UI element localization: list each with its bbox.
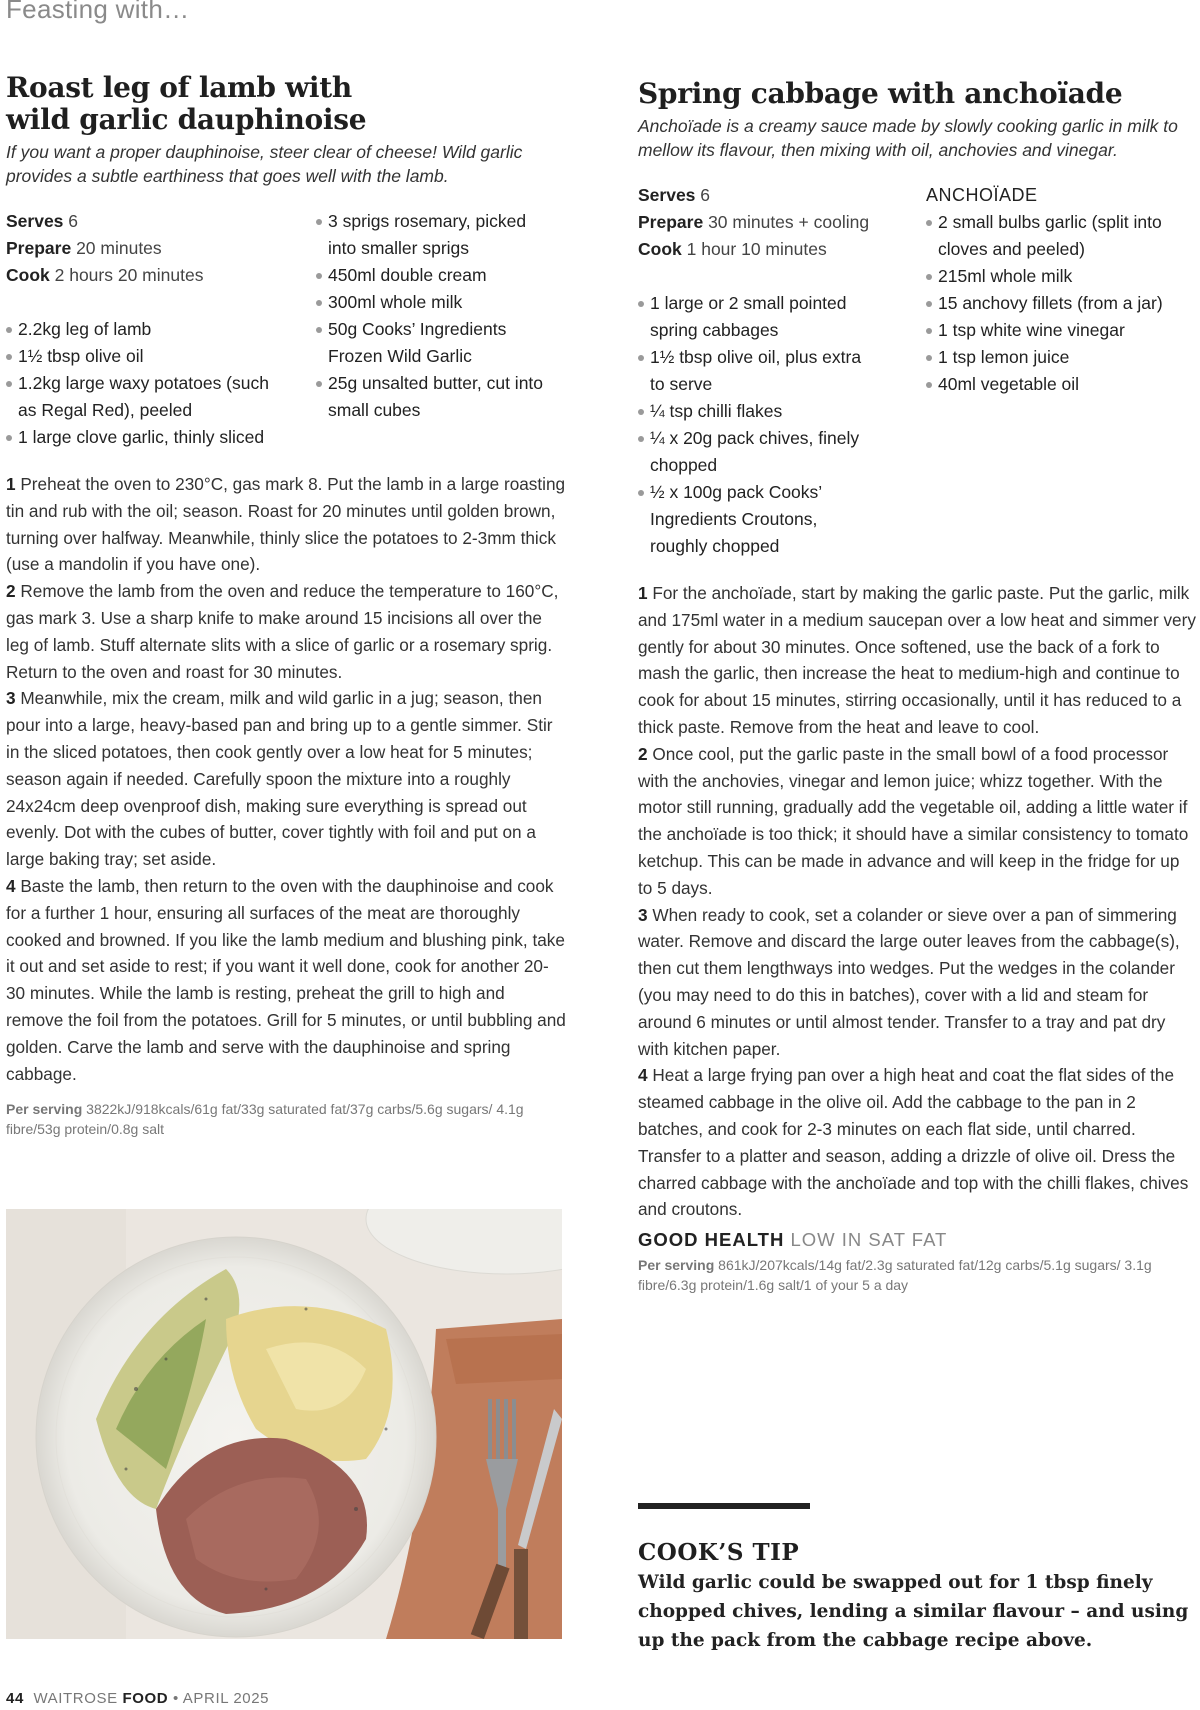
nutrition-text: 861kJ/207kcals/14g fat/2.3g saturated fat/12g carbs/5.1g sugars/ 3.1g fibre/6.3g protein/1.6g salt/1 of your 5 a day [638,1257,1152,1294]
serves-label: Serves [6,211,64,231]
recipe-photo [6,1209,562,1639]
ingredient: 40ml vegetable oil [926,371,1198,398]
step-text: Remove the lamb from the oven and reduce the temperature to 160°C, gas mark 3. Use a sharp knife to make around 15 incisions all over the leg of lamb. Stuff alternate slits with a slice of garlic or a rosemary sprig. Return to the oven and roast for 30 minutes. [6,581,559,682]
prepare-value: 30 minutes + cooling [708,212,870,232]
cook-label: Cook [638,239,682,259]
nutrition-info [6,1099,566,1139]
prepare-time [6,235,316,262]
step-number: 4 [6,875,16,896]
nutrition-info [638,1255,1198,1295]
recipe-spring-cabbage [638,72,1198,1295]
serves [6,208,316,235]
prepare-label: Prepare [6,238,72,258]
ingredient: 1.2kg large waxy potatoes (such as Regal Red), peeled [6,370,278,424]
step-text: Once cool, put the garlic paste in the small bowl of a food processor with the anchovies, vinegar and lemon juice; whizz together. With the motor still running, gradually add the vegetable oil, adding a little water if the anchoïade is too thick; it should have a similar consistency to tomato ketchup. This can be made in advance and will keep in the fridge for up to 5 days. [638,743,1189,898]
cooks-tip [638,1503,1198,1655]
step-number: 3 [6,688,16,709]
ingredient-list [638,290,878,560]
ingredient: 1 large clove garlic, thinly sliced [6,424,316,451]
ingredient: 15 anchovy fillets (from a jar) [926,290,1198,317]
step-text: Baste the lamb, then return to the oven with the dauphinoise and cook for a further 1 hour, ensuring all surfaces of the meat are thoroughly cooked and browned. If you like the lamb medium and blushing pink, take it out and set aside to rest; if you want it well done, cook for another 20-30 minutes. While the lamb is resting, preheat the grill to high and remove the foil from the potatoes. Grill for 5 minutes, or until bubbling and golden. Carve the lamb and serve with the dauphinoise and spring cabbage. [6,875,566,1084]
step-number: 1 [638,583,648,603]
cook-label: Cook [6,265,50,285]
method [638,580,1198,1223]
cook-value: 2 hours 20 minutes [54,265,204,285]
method-step [6,471,566,578]
issue-date: APRIL 2025 [182,1690,270,1707]
ingredient: 1½ tbsp olive oil, plus extra to serve [638,344,878,398]
ingredient: 1 large or 2 small pointed spring cabbages [638,290,878,344]
serves-value: 6 [700,185,711,205]
method [6,471,566,1087]
ingredient: 215ml whole milk [926,263,1198,290]
ingredient: 2 small bulbs garlic (split into cloves and peeled) [926,209,1168,263]
anchoiade-heading: ANCHOÏADE [926,185,1038,205]
prepare-time [638,209,926,236]
title-line-2: wild garlic dauphinoise [6,103,367,136]
prepare-label: Prepare [638,212,704,232]
ingredient-list [316,208,556,424]
standfirst: If you want a proper dauphinoise, steer clear of cheese! Wild garlic provides a subtle earthiness that goes well with the lamb. [6,142,523,186]
good-health-label: GOOD HEALTH [638,1229,785,1251]
cook-time [638,236,926,263]
ingredient: 300ml whole milk [316,289,556,316]
title-line-1: Roast leg of lamb with [6,71,352,104]
method-step [6,685,566,873]
step-number: 3 [638,904,648,925]
method-step [638,1062,1198,1223]
step-number: 1 [6,474,16,494]
step-text: Meanwhile, mix the cream, milk and wild garlic in a jug; season, then pour into a large, heavy-based pan and bring up to a gentle simmer. Stir in the sliced potatoes, then cook gently over a low heat for 5 minutes; season again if needed. Carefully spoon the mixture into a roughly 24x24cm deep ovenproof dish, making sure everything is spread out evenly. Dot with the cubes of butter, cover tightly with foil and put on a large baking tray; set aside. [6,688,553,870]
ingredient: 1½ tbsp olive oil [6,343,316,370]
cook-value: 1 hour 10 minutes [686,239,827,259]
step-number: 2 [638,743,648,764]
method-step [6,578,566,685]
good-health-value: LOW IN SAT FAT [790,1229,948,1251]
nutrition-label: Per serving [6,1101,83,1118]
method-step [638,741,1198,902]
step-text: For the anchoïade, start by making the garlic paste. Put the garlic, milk and 175ml water in a medium saucepan over a low heat and simmer very gently for about 30 minutes. Once softened, use the back of a fork to mash the garlic, then increase the heat to medium-high and continue to cook for about 15 minutes, stirring occasionally, until it has reduced to a thick paste. Remove from the heat and leave to cool. [638,583,1196,737]
separator: • [172,1690,179,1707]
ingredient-list [6,316,316,451]
serves-value: 6 [68,211,79,231]
prepare-value: 20 minutes [76,238,162,258]
standfirst: Anchoïade is a creamy sauce made by slowly cooking garlic in milk to mellow its flavour, then mixing with oil, anchovies and vinegar. [638,116,1178,160]
method-step [638,902,1198,1063]
ingredient: 3 sprigs rosemary, picked into smaller sprigs [316,208,556,262]
publication-name: WAITROSE [33,1690,118,1707]
plate-illustration [6,1209,562,1639]
serves-label: Serves [638,185,696,205]
method-step [638,580,1198,741]
ingredient: 50g Cooks’ Ingredients Frozen Wild Garlic [316,316,556,370]
ingredient: ¼ tsp chilli flakes [638,398,878,425]
serves [638,182,926,209]
page-footer [6,1690,269,1707]
method-step [6,873,566,1087]
publication-name-bold: FOOD [122,1690,169,1707]
ingredient: 1 tsp lemon juice [926,344,1198,371]
nutrition-label: Per serving [638,1257,715,1274]
ingredient: 2.2kg leg of lamb [6,316,316,343]
cooks-tip-heading: COOK’S TIP [638,1539,800,1566]
ingredient: 1 tsp white wine vinegar [926,317,1198,344]
ingredient-list-anchoiade [926,209,1198,398]
ingredient: ½ x 100g pack Cooks’ Ingredients Croutons, roughly chopped [638,479,850,560]
good-health-badge [638,1229,1198,1251]
recipe-meta-and-ingredients [638,182,1198,560]
recipe-title: Spring cabbage with anchoïade [638,77,1123,110]
step-number: 4 [638,1065,648,1086]
ingredient: 25g unsalted butter, cut into small cubes [316,370,556,424]
page-number: 44 [6,1690,24,1707]
nutrition-text: 3822kJ/918kcals/61g fat/33g saturated fat/37g carbs/5.6g sugars/ 4.1g fibre/53g protein/0.8g salt [6,1101,524,1138]
recipe-roast-lamb [6,72,566,1139]
ingredient: ¼ x 20g pack chives, finely chopped [638,425,878,479]
cook-time [6,262,316,289]
section-kicker: Feasting with… [6,0,190,24]
cooks-tip-text: Wild garlic could be swapped out for 1 tbsp finely chopped chives, lending a similar flavour – and using up the pack from the cabbage recipe above. [638,1572,1189,1651]
divider [638,1503,810,1509]
recipe-title [6,72,566,136]
step-text: Heat a large frying pan over a high heat and coat the flat sides of the steamed cabbage in the olive oil. Add the cabbage to the pan in 2 batches, and cook for 2-3 minutes on each flat side, until charred. Transfer to a platter and season, adding a drizzle of olive oil. Dress the charred cabbage with the anchoïade and top with the chilli flakes, chives and croutons. [638,1065,1189,1220]
ingredient: 450ml double cream [316,262,556,289]
step-number: 2 [6,581,16,602]
step-text: When ready to cook, set a colander or sieve over a pan of simmering water. Remove and discard the large outer leaves from the cabbage(s), then cut them lengthways into wedges. Put the wedges in the colander (you may need to do this in batches), cover with a lid and steam for around 6 minutes or until almost tender. Transfer to a tray and pat dry with kitchen paper. [638,904,1180,1059]
step-text: Preheat the oven to 230°C, gas mark 8. Put the lamb in a large roasting tin and rub with the oil; season. Roast for 20 minutes until golden brown, turning over halfway. Meanwhile, thinly slice the potatoes to 2-3mm thick (use a mandolin if you have one). [6,474,566,575]
recipe-meta-and-ingredients [6,208,566,451]
